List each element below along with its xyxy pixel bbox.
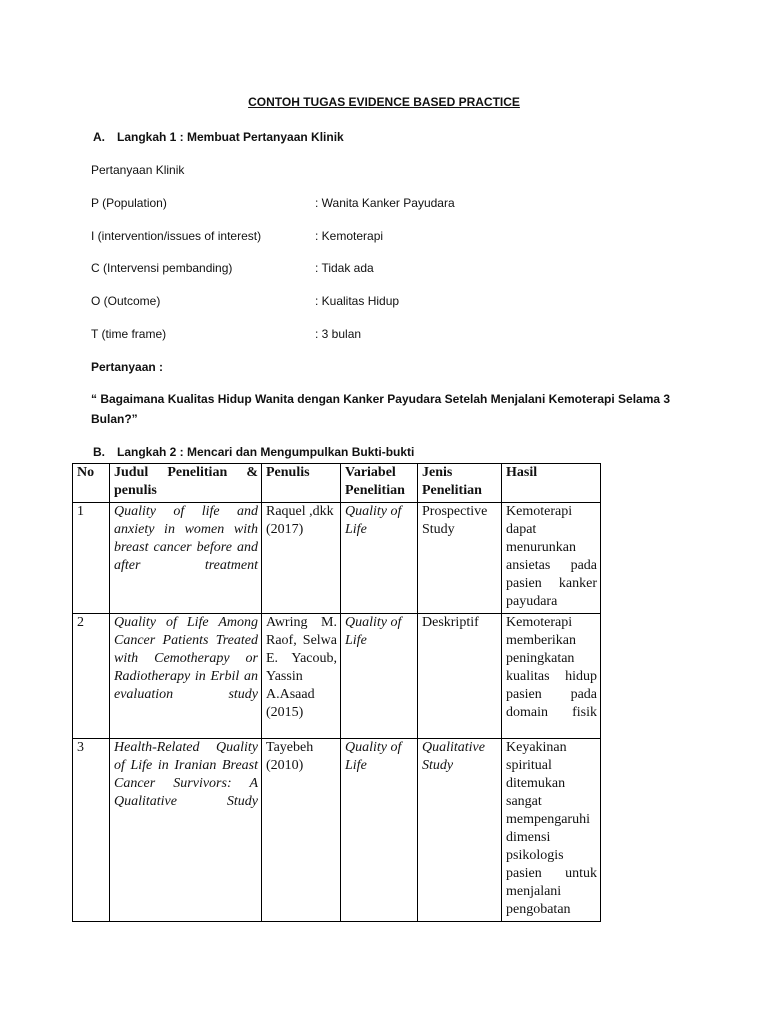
column-header-type: Jenis Penelitian [418, 464, 502, 503]
pico-label-o: O (Outcome) [91, 294, 161, 308]
pico-value-p: : Wanita Kanker Payudara [315, 196, 455, 210]
clinical-question-label: Pertanyaan Klinik [91, 163, 185, 177]
table-cell-variable: Quality of Life [341, 503, 418, 614]
pico-value-c: : Tidak ada [315, 261, 374, 275]
column-header-title: Judul Penelitian & penulis [110, 464, 262, 503]
pico-value-i: : Kemoterapi [315, 229, 384, 243]
pico-label-c: C (Intervensi pembanding) [91, 261, 233, 275]
step-2-heading: B. Langkah 2 : Mencari dan Mengumpulkan Bukti-bukti [93, 445, 415, 459]
pico-value-t: : 3 bulan [315, 327, 362, 341]
table-cell-no: 1 [73, 503, 110, 614]
table-cell-author: Awring M. Raof, Selwa E. Yacoub, Yassin A.Asaad (2015) [262, 614, 341, 739]
table-cell-no: 2 [73, 614, 110, 739]
pico-value-o: : Kualitas Hidup [315, 294, 400, 308]
column-header-author: Penulis [262, 464, 341, 503]
table-row [73, 739, 601, 922]
research-question: “ Bagaimana Kualitas Hidup Wanita dengan Kanker Payudara Setelah Menjalani Kemoterapi Selama 3 Bulan?” [91, 392, 671, 426]
table-cell-result: Keyakinan spiritual ditemukan sangat mempengaruhi dimensi psikologis pasien untuk menjalani pengobatan [502, 739, 601, 922]
table-cell-result: Kemoterapi dapat menurunkan ansietas pada pasien kanker payudara [502, 503, 601, 614]
table-cell-variable: Quality of Life [341, 614, 418, 739]
column-header-no: No [73, 464, 110, 503]
table-cell-title: Quality of Life Among Cancer Patients Treated with Cemotherapy or Radiotherapy in Erbil an evaluation study [110, 614, 262, 739]
table-cell-title: Health-Related Quality of Life in Iranian Breast Cancer Survivors: A Qualitative Study [110, 739, 262, 922]
step-1-heading: A. Langkah 1 : Membuat Pertanyaan Klinik [93, 130, 344, 144]
table-cell-author: Tayebeh (2010) [262, 739, 341, 922]
table-cell-type: Deskriptif [418, 614, 502, 739]
pico-label-i: I (intervention/issues of interest) [91, 229, 262, 243]
table-cell-variable: Quality of Life [341, 739, 418, 922]
pico-label-t: T (time frame) [91, 327, 167, 341]
table-header-row [73, 464, 601, 503]
table-row [73, 503, 601, 614]
table-cell-type: Prospective Study [418, 503, 502, 614]
table-cell-no: 3 [73, 739, 110, 922]
table-row [73, 614, 601, 739]
table-cell-result: Kemoterapi memberikan peningkatan kualitas hidup pasien pada domain fisik [502, 614, 601, 739]
evidence-table [72, 463, 601, 922]
table-cell-title: Quality of life and anxiety in women with breast cancer before and after treatment [110, 503, 262, 614]
column-header-result: Hasil [502, 464, 601, 503]
document-title: CONTOH TUGAS EVIDENCE BASED PRACTICE [248, 95, 520, 109]
column-header-variable: Variabel Penelitian [341, 464, 418, 503]
question-label: Pertanyaan : [91, 360, 164, 374]
pico-label-p: P (Population) [91, 196, 167, 210]
table-cell-type: Qualitative Study [418, 739, 502, 922]
table-cell-author: Raquel ,dkk (2017) [262, 503, 341, 614]
